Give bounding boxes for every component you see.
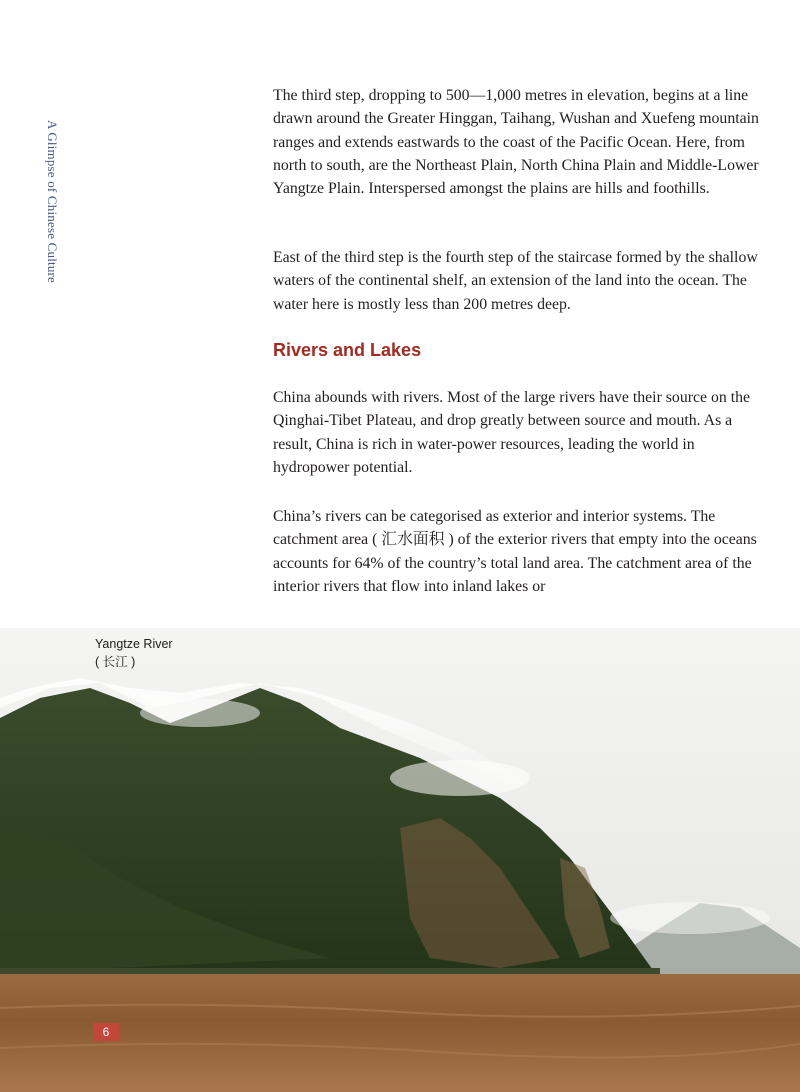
book-title-sidebar: A Glimpse of Chinese Culture: [45, 120, 60, 284]
paragraph-fourth-step: East of the third step is the fourth step of the staircase formed by the shallow waters of the continental shelf, an extension of the land into the ocean. The water here is mostly less than 200 metres deep.: [273, 249, 758, 313]
page-number-badge: 6: [93, 1023, 119, 1041]
paragraph-rivers: China abounds with rivers. Most of the large rivers have their source on the Qinghai-Tibet Plateau, and drop greatly between source and mouth. As a result, China is rich in water-power resources, leading the world in hydropower potential.: [273, 389, 751, 476]
section-heading: Rivers and Lakes: [273, 340, 422, 360]
paragraph-catchment: China’s rivers can be categorised as exterior and interior systems. The catchment area ( 汇水面积 ) of the exterior rivers that empty into the oceans accounts for 64% of the country’s total land area. The catchment area of the interior rivers that flow into inland lakes or: [273, 508, 757, 595]
caption-chinese: ( 长江 ): [95, 655, 136, 669]
caption-english: Yangtze River: [95, 637, 173, 651]
photo-caption: [95, 635, 173, 671]
landscape-illustration: [0, 628, 800, 1092]
paragraph-third-step: The third step, dropping to 500—1,000 metres in elevation, begins at a line drawn around the Greater Hinggan, Taihang, Wushan and Xuefeng mountain ranges and extends eastwards to the coast of the Pacific Ocean. Here, from north to south, are the Northeast Plain, North China Plain and Middle-Lower Yangtze Plain. Interspersed amongst the plains are hills and foothills.: [273, 87, 759, 198]
yangtze-river-photo: [0, 628, 800, 1092]
